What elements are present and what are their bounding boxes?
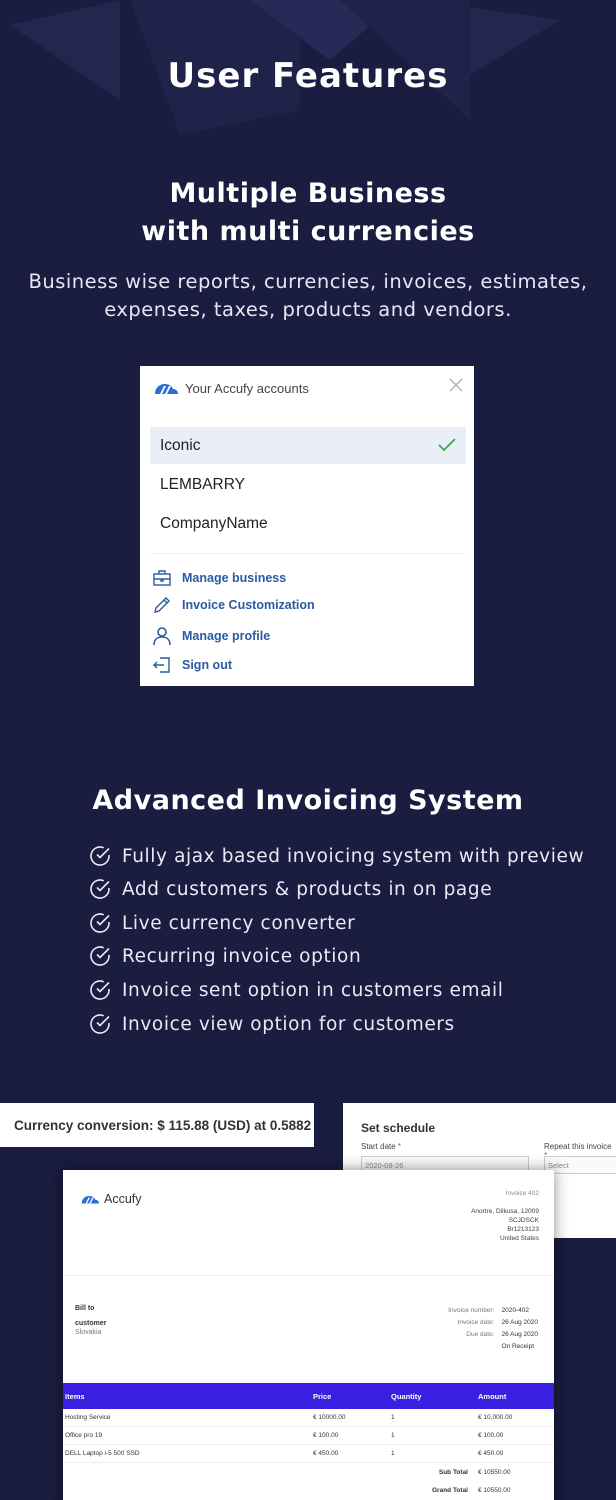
grand-total-row [63, 1482, 554, 1500]
account-name: Iconic [160, 436, 201, 454]
currency-conversion-text: Currency conversion: $ 115.88 (USD) at 0.5882 [14, 1118, 312, 1133]
sign-out-label: Sign out [182, 658, 232, 672]
manage-profile-label: Manage profile [182, 629, 271, 643]
accounts-popup-header [153, 380, 309, 396]
quantity-cell: 1 [391, 1432, 395, 1439]
sign-out-link[interactable] [152, 655, 232, 675]
divider [150, 553, 466, 554]
item-cell: Office pro 19 [65, 1432, 103, 1439]
account-item-iconic[interactable] [150, 427, 466, 464]
section1-heading-line2: with multi currencies [141, 216, 475, 247]
pencil-icon [152, 595, 172, 615]
divider [63, 1275, 554, 1276]
briefcase-icon [152, 568, 172, 588]
check-icon [438, 437, 456, 453]
customer-country: Slovakia [75, 1329, 102, 1336]
invoice-meta [441, 1304, 540, 1354]
account-item-companyname[interactable] [150, 505, 466, 542]
quantity-cell: 1 [391, 1414, 395, 1421]
section2-heading: Advanced Invoicing System [92, 785, 524, 816]
table-row [63, 1427, 554, 1445]
invoice-brand [80, 1192, 142, 1206]
feature-text: Add customers & products in on page [122, 878, 493, 900]
table-header [63, 1383, 554, 1409]
meta-key: Due date: [466, 1331, 495, 1338]
manage-business-label: Manage business [182, 571, 287, 585]
section1-heading-line1: Multiple Business [169, 178, 447, 209]
amount-cell: € 450.00 [478, 1450, 504, 1457]
account-name: LEMBARRY [160, 475, 245, 493]
check-circle-icon [88, 877, 112, 901]
column-header: Items [65, 1392, 85, 1401]
account-name: CompanyName [160, 514, 268, 532]
sub-total-label: Sub Total [438, 1469, 468, 1476]
feature-item [88, 874, 608, 904]
feature-item [88, 908, 608, 938]
currency-conversion-panel [0, 1103, 314, 1147]
feature-item [88, 1009, 608, 1039]
feature-text: Fully ajax based invoicing system with preview [122, 845, 585, 867]
address-line: Anortre, Dilkusa, 12009 [471, 1208, 539, 1215]
address-line: United States [499, 1235, 539, 1242]
column-header: Price [313, 1392, 332, 1401]
feature-item [88, 841, 608, 871]
address-line: SCJDSCK [508, 1217, 539, 1224]
bill-to-label: Bill to [75, 1305, 95, 1312]
meta-value: 26 Aug 2020 [501, 1319, 538, 1326]
quantity-cell: 1 [391, 1450, 395, 1457]
check-circle-icon [88, 1012, 112, 1036]
feature-text: Invoice view option for customers [122, 1013, 455, 1035]
invoice-number-title: Invoice 402 [505, 1190, 539, 1197]
repeat-invoice-select[interactable] [544, 1156, 616, 1174]
invoice-address [471, 1207, 539, 1243]
meta-key [443, 1342, 494, 1352]
meta-value: 2020-402 [501, 1307, 529, 1314]
meta-key: Invoice date: [457, 1319, 495, 1326]
start-date-value: 2020-08-26 [365, 1161, 404, 1170]
amount-cell: € 10,000.00 [478, 1414, 513, 1421]
close-icon[interactable] [447, 376, 465, 394]
grand-total-label: Grand Total [432, 1487, 468, 1494]
item-cell: DELL Laptop i-5 500 SSD [65, 1450, 140, 1457]
sign-out-icon [152, 655, 172, 675]
meta-key: Invoice number: [448, 1307, 495, 1314]
check-circle-icon [88, 944, 112, 968]
invoice-preview [63, 1170, 554, 1500]
account-item-lembarry[interactable] [150, 466, 466, 503]
table-row [63, 1445, 554, 1463]
price-cell: € 10000.00 [313, 1414, 346, 1421]
repeat-invoice-label-text: Repeat this invoice [544, 1142, 612, 1151]
customer-name: customer [75, 1320, 107, 1327]
feature-item [88, 975, 608, 1005]
manage-profile-link[interactable] [152, 626, 270, 646]
invoice-customization-link[interactable] [152, 595, 315, 615]
grand-total-value: € 10550.00 [478, 1487, 511, 1494]
feature-item [88, 941, 608, 971]
sub-total-value: € 10550.00 [478, 1469, 511, 1476]
invoice-customization-label: Invoice Customization [182, 598, 315, 612]
check-circle-icon [88, 911, 112, 935]
address-line: Br1213123 [507, 1226, 539, 1233]
feature-text: Live currency converter [122, 912, 356, 934]
invoice-brand-name: Accufy [104, 1192, 142, 1206]
accufy-logo-icon [153, 380, 179, 396]
required-mark: * [397, 1142, 402, 1151]
sub-total-row [63, 1464, 554, 1482]
accounts-popup [140, 366, 474, 686]
start-date-label-text: Start date [361, 1142, 396, 1151]
accufy-logo-icon [80, 1193, 100, 1205]
meta-value: On Receipt [501, 1343, 535, 1350]
page-title: User Features [167, 56, 449, 96]
section1-description: Business wise reports, currencies, invoices, estimates, expenses, taxes, products and vendors. [28, 270, 588, 321]
meta-value: 26 Aug 2020 [501, 1331, 538, 1338]
price-cell: € 450.00 [313, 1450, 339, 1457]
feature-text: Invoice sent option in customers email [122, 979, 504, 1001]
table-row [63, 1409, 554, 1427]
start-date-label [361, 1142, 401, 1151]
accounts-popup-title: Your Accufy accounts [185, 380, 309, 396]
item-cell: Hosting Service [65, 1414, 111, 1421]
check-circle-icon [88, 978, 112, 1002]
bill-to [75, 1304, 107, 1337]
manage-business-link[interactable] [152, 568, 286, 588]
column-header: Quantity [391, 1392, 422, 1401]
repeat-invoice-placeholder: Select [548, 1161, 569, 1170]
schedule-title: Set schedule [361, 1121, 436, 1135]
check-circle-icon [88, 844, 112, 868]
background-shapes [0, 0, 616, 200]
amount-cell: € 100.00 [478, 1432, 504, 1439]
user-icon [152, 626, 172, 646]
feature-text: Recurring invoice option [122, 945, 362, 967]
price-cell: € 100.00 [313, 1432, 339, 1439]
column-header: Amount [478, 1392, 507, 1401]
